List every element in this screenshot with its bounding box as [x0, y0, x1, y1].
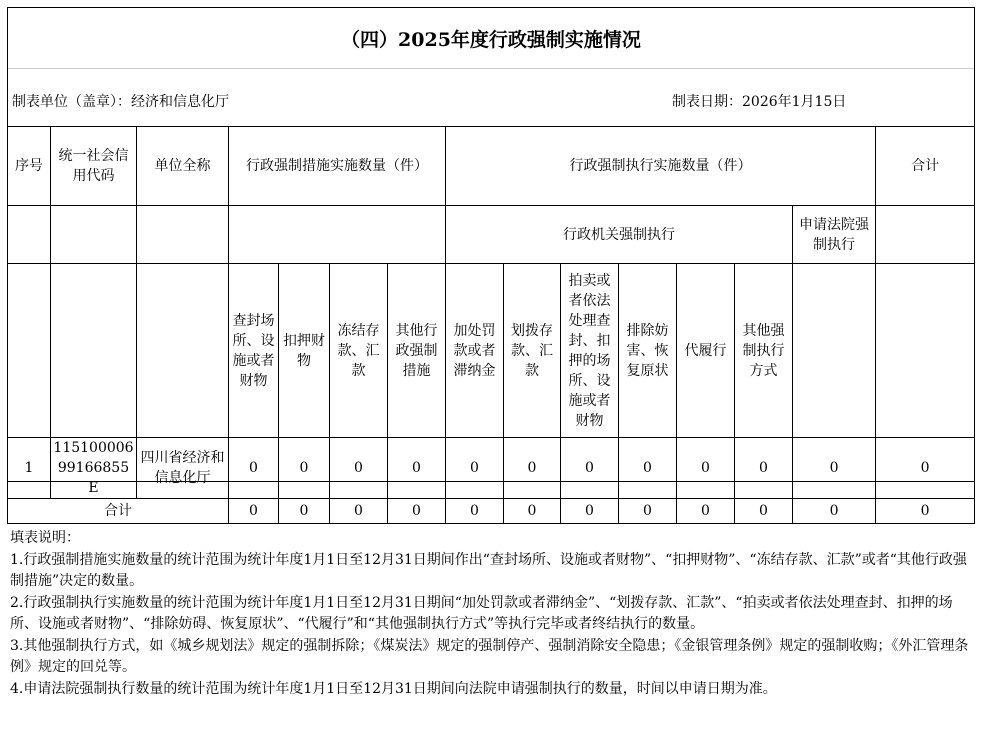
note-item: 1.行政强制措施实施数量的统计范围为统计年度1月1日至12月31日期间作出“查封场所、设施或者财物”、“扣押财物”、“冻结存款、汇款”或者“其他行政强制措施”决定的数量。 — [10, 551, 967, 589]
row-measure-value: 0 — [388, 438, 446, 499]
header-seq: 序号 — [8, 127, 51, 206]
total-measure-value: 0 — [279, 499, 330, 524]
report-title: （四）2025年度行政强制实施情况 — [8, 8, 974, 69]
header-court-execution: 申请法院强制执行 — [793, 206, 876, 264]
header-exec-remove: 排除妨害、恢复原状 — [619, 264, 677, 438]
header-blank — [137, 264, 229, 438]
total-exec-value: 0 — [677, 499, 735, 524]
row-exec-value: 0 — [677, 438, 735, 499]
header-blank — [8, 206, 51, 264]
header-exec-other: 其他强制执行方式 — [735, 264, 793, 438]
header-blank — [229, 206, 446, 264]
header-unit-name: 单位全称 — [137, 127, 229, 206]
header-measure-seize: 扣押财物 — [279, 264, 330, 438]
header-exec-fine: 加处罚款或者滞纳金 — [446, 264, 504, 438]
total-row — [8, 499, 975, 524]
header-blank — [8, 264, 51, 438]
header-measure-seal: 查封场所、设施或者财物 — [229, 264, 279, 438]
header-blank — [793, 264, 876, 438]
total-exec-value: 0 — [446, 499, 504, 524]
unit-value: 经济和信息化厅 — [131, 94, 229, 110]
note-item: 4.申请法院强制执行数量的统计范围为统计年度1月1日至12月31日期间向法院申请强制执行的数量，时间以申请日期为准。 — [10, 680, 777, 697]
header-exec-substitute: 代履行 — [677, 264, 735, 438]
row-exec-value: 0 — [735, 438, 793, 499]
date-label: 制表日期： — [672, 94, 742, 110]
row-exec-value: 0 — [561, 438, 619, 499]
note-item: 3.其他强制执行方式，如《城乡规划法》规定的强制拆除；《煤炭法》规定的强制停产、强制消除安全隐患；《金银管理条例》规定的强制收购；《外汇管理条例》规定的回兑等。 — [10, 637, 969, 675]
header-credit-code: 统一社会信用代码 — [51, 127, 137, 206]
header-blank — [51, 206, 137, 264]
row-total-value: 0 — [876, 438, 975, 499]
row-measure-value: 0 — [330, 438, 388, 499]
row-court-value: 0 — [793, 438, 876, 499]
row-measure-value: 0 — [229, 438, 279, 499]
total-measure-value: 0 — [229, 499, 279, 524]
header-blank — [876, 264, 975, 438]
row-exec-value: 0 — [446, 438, 504, 499]
total-exec-value: 0 — [561, 499, 619, 524]
header-measure-other: 其他行政强制措施 — [388, 264, 446, 438]
row-measure-value: 0 — [279, 438, 330, 499]
row-exec-value: 0 — [504, 438, 561, 499]
header-row-2 — [8, 206, 975, 264]
header-exec-transfer: 划拨存款、汇款 — [504, 264, 561, 438]
fill-instructions — [10, 528, 972, 700]
header-row-3 — [8, 264, 975, 438]
header-admin-execution: 行政机关强制执行 — [446, 206, 793, 264]
total-row-label: 合计 — [8, 499, 229, 524]
row-exec-value: 0 — [619, 438, 677, 499]
header-execution-group: 行政强制执行实施数量（件） — [446, 127, 876, 206]
date-value: 2026年1月15日 — [742, 94, 847, 110]
unit-line — [12, 91, 229, 111]
total-exec-value: 0 — [735, 499, 793, 524]
total-exec-value: 0 — [619, 499, 677, 524]
date-line — [672, 91, 846, 111]
header-measures-group: 行政强制措施实施数量（件） — [229, 127, 446, 206]
note-item: 2.行政强制执行实施数量的统计范围为统计年度1月1日至12月31日期间“加处罚款或者滞纳金”、“划拨存款、汇款”、“拍卖或者依法处理查封、扣押的场所、设施或者财物”、“排除妨碍、恢复原状”、“代履行”和“其他强制执行方式”等执行完毕或者终结执行的数量。 — [10, 594, 953, 632]
header-measure-freeze: 冻结存款、汇款 — [330, 264, 388, 438]
table-row — [8, 438, 975, 499]
header-exec-auction: 拍卖或者依法处理查封、扣押的场所、设施或者财物 — [561, 264, 619, 438]
total-measure-value: 0 — [388, 499, 446, 524]
header-total: 合计 — [876, 127, 975, 206]
report-frame — [7, 7, 975, 519]
unit-label: 制表单位（盖章）： — [12, 94, 131, 110]
total-court-value: 0 — [793, 499, 876, 524]
total-exec-value: 0 — [504, 499, 561, 524]
notes-heading: 填表说明： — [10, 530, 80, 546]
row-seq: 1 — [8, 438, 51, 499]
enforcement-table — [7, 126, 975, 524]
header-row-1 — [8, 127, 975, 206]
row-credit-code: 11510000699166855E — [51, 438, 137, 499]
total-total-value: 0 — [876, 499, 975, 524]
row-unit-name: 四川省经济和信息化厅 — [137, 438, 229, 499]
total-measure-value: 0 — [330, 499, 388, 524]
header-blank — [876, 206, 975, 264]
header-blank — [51, 264, 137, 438]
header-blank — [137, 206, 229, 264]
report-meta — [8, 69, 974, 127]
